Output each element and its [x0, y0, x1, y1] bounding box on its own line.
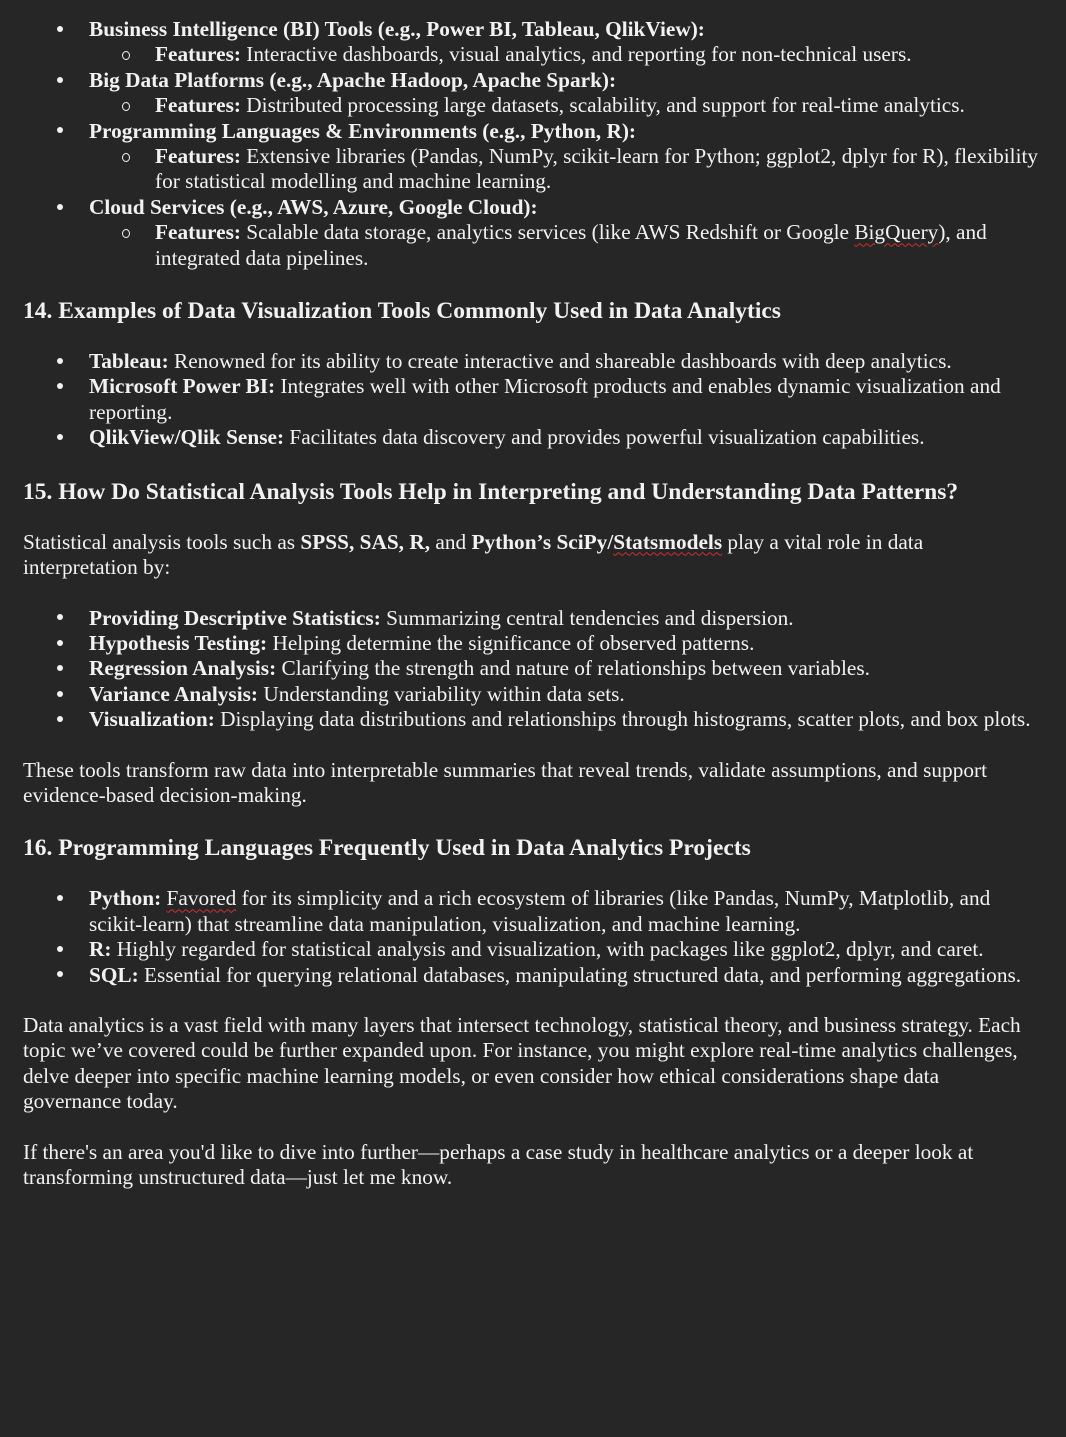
- list-item: [23, 707, 1042, 732]
- list-item-cloud: [23, 195, 1042, 271]
- section-15-intro: [23, 530, 1042, 581]
- list-item: [23, 606, 1042, 631]
- bullet-icon: [57, 195, 67, 220]
- feature-text: Scalable data storage, analytics services (like AWS Redshift or Google: [240, 220, 855, 245]
- programming-languages-list: [23, 886, 1042, 988]
- item-label: Regression Analysis:: [89, 656, 277, 681]
- item-text: Renowned for its ability to create interactive and shareable dashboards with deep analytics.: [168, 349, 952, 374]
- bullet-icon: [57, 119, 67, 144]
- item-text: Understanding variability within data sets.: [258, 681, 625, 706]
- intro-bold-tools: SPSS, SAS, R,: [300, 529, 431, 554]
- intro-text: and: [430, 529, 472, 554]
- intro-text: Statistical analysis tools such as: [23, 529, 301, 554]
- bullet-icon: [57, 656, 67, 681]
- list-item: [23, 425, 1042, 450]
- bullet-icon: [57, 17, 67, 42]
- spellcheck-flagged-word[interactable]: Favored: [166, 886, 237, 911]
- list-item: [23, 656, 1042, 681]
- item-label: Variance Analysis:: [89, 681, 259, 706]
- item-label: R:: [89, 937, 112, 962]
- item-label: Python:: [89, 886, 162, 911]
- bullet-icon: [57, 963, 67, 988]
- circle-bullet-icon: [122, 145, 130, 170]
- item-label: Providing Descriptive Statistics:: [89, 605, 381, 630]
- bullet-icon: [57, 374, 67, 399]
- item-label: Hypothesis Testing:: [89, 630, 268, 655]
- list-item-programming: [23, 119, 1042, 195]
- sub-list-item: [89, 93, 1042, 118]
- item-title: Business Intelligence (BI) Tools (e.g., Power BI, Tableau, QlikView):: [89, 17, 705, 41]
- item-title: Programming Languages & Environments (e.g., Python, R):: [89, 118, 637, 143]
- feature-text: Interactive dashboards, visual analytics, and reporting for non-technical users.: [240, 42, 912, 67]
- list-item-big-data: [23, 68, 1042, 119]
- bullet-icon: [57, 937, 67, 962]
- list-item: [23, 963, 1042, 988]
- bullet-icon: [57, 707, 67, 732]
- list-item: [23, 937, 1042, 962]
- statistical-benefits-list: [23, 606, 1042, 733]
- item-text: Integrates well with other Microsoft products and enables dynamic visualization and reporting.: [89, 374, 1001, 424]
- bullet-icon: [57, 631, 67, 656]
- intro-text: play a vital role in data interpretation by:: [23, 529, 924, 580]
- bullet-icon: [57, 425, 67, 450]
- circle-bullet-icon: [122, 94, 130, 119]
- list-item: [23, 886, 1042, 937]
- item-text: Highly regarded for statistical analysis and visualization, with packages like ggplot2, dplyr, and caret.: [111, 937, 984, 962]
- closing-offer-paragraph: If there's an area you'd like to dive into further—perhaps a case study in healthcare analytics or a deeper look at transforming unstructured data—just let me know.: [23, 1139, 974, 1189]
- list-item-bi-tools: [23, 17, 1042, 68]
- item-label: Tableau:: [89, 349, 169, 374]
- section-14-heading: 14. Examples of Data Visualization Tools Commonly Used in Data Analytics: [23, 298, 781, 325]
- list-item: [23, 631, 1042, 656]
- item-text: Facilitates data discovery and provides powerful visualization capabilities.: [284, 425, 925, 450]
- circle-bullet-icon: [122, 43, 130, 68]
- item-text: Summarizing central tendencies and dispersion.: [380, 605, 794, 630]
- item-text: Clarifying the strength and nature of relationships between variables.: [276, 656, 870, 681]
- sub-list: [89, 42, 1042, 67]
- item-label: Microsoft Power BI:: [89, 374, 276, 399]
- item-label: SQL:: [89, 962, 139, 987]
- item-label: Visualization:: [89, 707, 215, 732]
- circle-bullet-icon: [122, 221, 130, 246]
- sub-list-item: [89, 220, 1042, 271]
- feature-label: Features:: [155, 93, 241, 118]
- feature-text: Extensive libraries (Pandas, NumPy, scikit-learn for Python; ggplot2, dplyr for R), flexibility for statistical modelling and machine learning.: [155, 144, 1039, 194]
- spellcheck-flagged-word[interactable]: Statsmodels: [613, 529, 723, 554]
- feature-text: Distributed processing large datasets, scalability, and support for real-time analytics.: [240, 93, 965, 118]
- bullet-icon: [57, 682, 67, 707]
- closing-paragraph: Data analytics is a vast field with many layers that intersect technology, statistical theory, and business strategy. Each topic we’ve covered could be further expanded upon. For instance, you might explore real-time analytics challenges, delve deeper into specific machine learning models, or even consider how ethical considerations shape data governance today.: [23, 1012, 1021, 1114]
- item-title: Big Data Platforms (e.g., Apache Hadoop, Apache Spark):: [89, 67, 617, 92]
- tools-list: [23, 17, 1042, 271]
- item-text: Displaying data distributions and relationships through histograms, scatter plots, and box plots.: [214, 707, 1031, 732]
- feature-label: Features:: [155, 144, 241, 169]
- spellcheck-flagged-word[interactable]: BigQuery: [854, 220, 939, 245]
- visualization-tools-list: [23, 349, 1042, 451]
- feature-text: ), and integrated data pipelines.: [155, 220, 987, 270]
- section-16-heading: 16. Programming Languages Frequently Used in Data Analytics Projects: [23, 835, 751, 862]
- item-text: for its simplicity and a rich ecosystem of libraries (like Pandas, NumPy, Matplotlib, and scikit-learn) that streamline data manipulation, visualization, and machine learning.: [89, 886, 991, 936]
- bullet-icon: [57, 886, 67, 911]
- list-item: [23, 374, 1042, 425]
- bullet-icon: [57, 68, 67, 93]
- sub-list: [89, 144, 1042, 195]
- bullet-icon: [57, 606, 67, 631]
- item-title: Cloud Services (e.g., AWS, Azure, Google Cloud):: [89, 194, 538, 219]
- item-text: Essential for querying relational databases, manipulating structured data, and performing aggregations.: [138, 962, 1022, 987]
- intro-bold-python: Python’s SciPy/: [471, 529, 614, 554]
- list-item: [23, 349, 1042, 374]
- list-item: [23, 682, 1042, 707]
- section-15-outro: These tools transform raw data into interpretable summaries that reveal trends, validate assumptions, and support evidence-based decision-making.: [23, 757, 988, 807]
- item-text: Helping determine the significance of observed patterns.: [267, 630, 755, 655]
- bullet-icon: [57, 349, 67, 374]
- feature-label: Features:: [155, 42, 241, 67]
- sub-list-item: [89, 144, 1042, 195]
- item-label: QlikView/Qlik Sense:: [89, 425, 285, 450]
- sub-list: [89, 220, 1042, 271]
- sub-list-item: [89, 42, 1042, 67]
- section-15-heading: 15. How Do Statistical Analysis Tools Help in Interpreting and Understanding Data Patterns?: [23, 478, 959, 505]
- sub-list: [89, 93, 1042, 118]
- feature-label: Features:: [155, 220, 241, 245]
